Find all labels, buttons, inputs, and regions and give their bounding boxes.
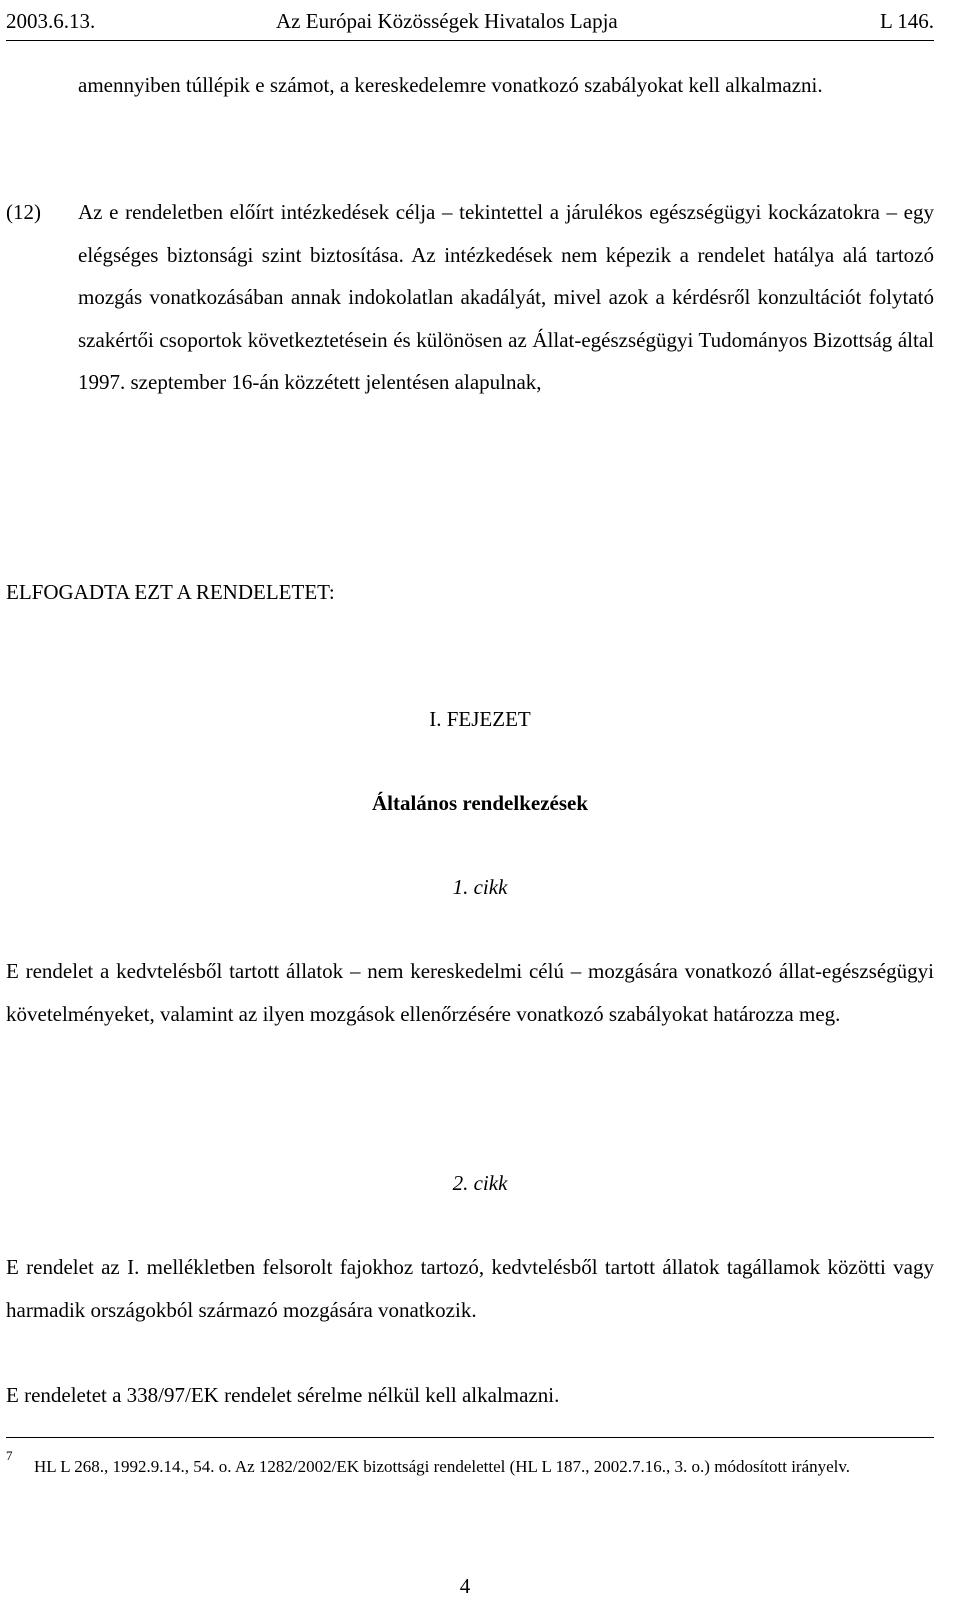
- footnote-rule: [6, 1437, 934, 1438]
- continuation-paragraph: amennyiben túllépik e számot, a kereskedelemre vonatkozó szabályokat kell alkalmazni.: [78, 73, 823, 97]
- article-1-heading: 1. cikk: [452, 875, 508, 899]
- chapter-number: I. FEJEZET: [429, 707, 531, 731]
- page-header: [6, 6, 934, 36]
- header-rule: [6, 40, 934, 41]
- header-reference: L 146.: [879, 9, 934, 33]
- adoption-formula: ELFOGADTA EZT A RENDELETET:: [6, 580, 335, 604]
- article-1-text: E rendelet a kedvtelésből tartott állatok – nem kereskedelmi célú – mozgására vonatkozó állat-egészségügyi követelményeket, valamint az ilyen mozgások ellenőrzésére vonatkozó szabályokat határozza meg.: [6, 959, 934, 1026]
- header-date: 2003.6.13.: [6, 9, 96, 33]
- footnote-mark: 7: [6, 1448, 13, 1463]
- chapter-title: Általános rendelkezések: [371, 791, 589, 815]
- page-number: 4: [459, 1574, 471, 1598]
- recital-number: (12): [6, 200, 41, 224]
- article-2-paragraph-1: E rendelet az I. mellékletben felsorolt fajokhoz tartozó, kedvtelésből tartott állatok tagállamok közötti vagy harmadik országokból származó mozgására vonatkozik.: [6, 1255, 934, 1322]
- header-journal-title: Az Európai Közösségek Hivatalos Lapja: [276, 9, 618, 33]
- footnote-text: HL L 268., 1992.9.14., 54. o. Az 1282/2002/EK bizottsági rendelettel (HL L 187., 2002.7.16., 3. o.) módosított irányelv.: [34, 1457, 851, 1476]
- recital-text: Az e rendeletben előírt intézkedések célja – tekintettel a járulékos egészségügyi kockázatokra – egy elégséges biztonsági szint biztosítása. Az intézkedések nem képezik a rendelet hatálya alá tartozó mozgás vonatkozásában annak indokolatlan akadályát, mivel azok a kérdésről konzultációt folytató szakértői csoportok következtetésein és különösen az Állat-egészségügyi Tudományos Bizottság által 1997. szeptember 16-án közzétett jelentésen alapulnak,: [78, 200, 934, 394]
- article-2-heading: 2. cikk: [452, 1171, 508, 1195]
- article-2-paragraph-2: E rendeletet a 338/97/EK rendelet sérelme nélkül kell alkalmazni.: [6, 1383, 560, 1407]
